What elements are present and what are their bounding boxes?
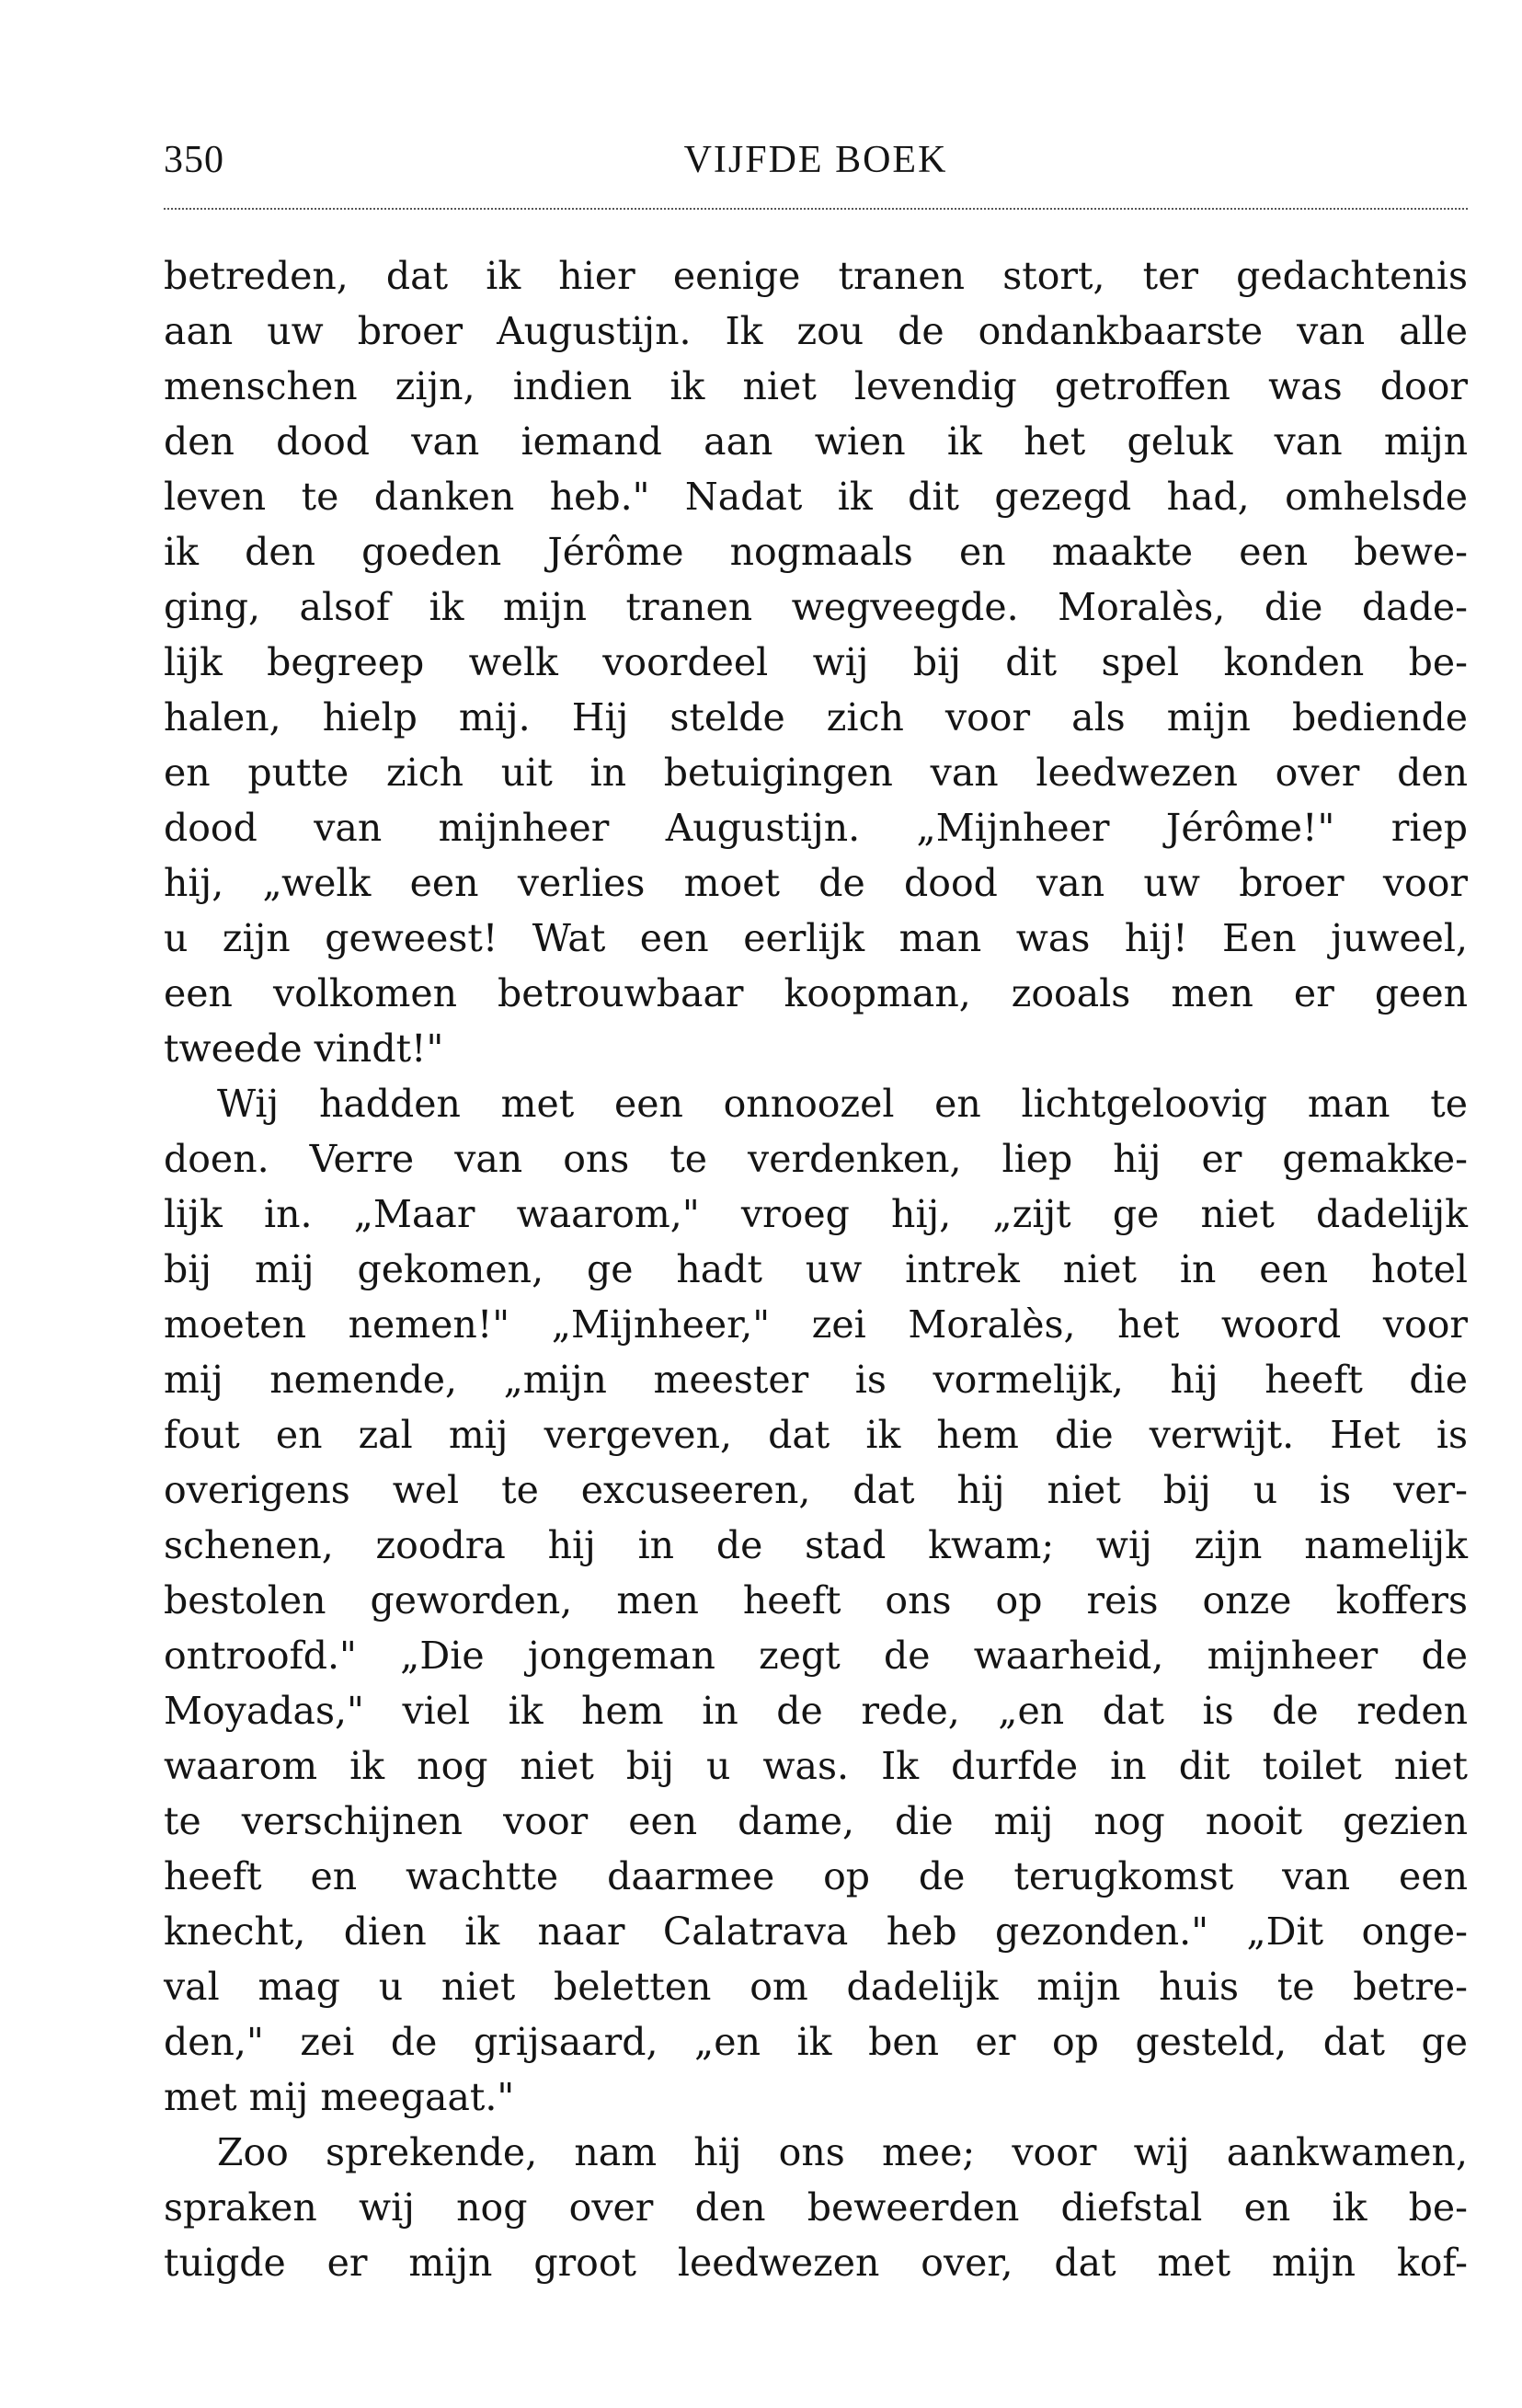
- text-line: leven te danken heb." Nadat ik dit gezegd had, omhelsde: [164, 475, 1468, 519]
- text-line: doen. Verre van ons te verdenken, liep hij er gemakke-: [164, 1137, 1468, 1181]
- text-line: moeten nemen!" „Mijnheer," zei Moralès, het woord voor: [164, 1302, 1468, 1347]
- text-line: hij, „welk een verlies moet de dood van uw broer voor: [164, 861, 1468, 905]
- text-line: dood van mijnheer Augustijn. „Mijnheer Jérôme!" riep: [164, 806, 1468, 850]
- text-line: overigens wel te excuseeren, dat hij niet bij u is ver-: [164, 1468, 1468, 1512]
- text-line: u zijn geweest! Wat een eerlijk man was hij! Een juweel,: [164, 916, 1468, 960]
- text-line: lijk in. „Maar waarom," vroeg hij, „zijt ge niet dadelijk: [164, 1192, 1468, 1236]
- page-number: 350: [164, 139, 224, 181]
- text-line: fout en zal mij vergeven, dat ik hem die verwijt. Het is: [164, 1413, 1468, 1457]
- chapter-title: VIJFDE BOEK: [683, 139, 948, 181]
- text-line: den dood van iemand aan wien ik het geluk van mijn: [164, 419, 1468, 464]
- text-line: ik den goeden Jérôme nogmaals en maakte een bewe-: [164, 530, 1468, 574]
- text-line: bestolen geworden, men heeft ons op reis onze koffers: [164, 1578, 1468, 1623]
- text-line: den," zei de grijsaard, „en ik ben er op gesteld, dat ge: [164, 2020, 1468, 2064]
- text-line: knecht, dien ik naar Calatrava heb gezonden." „Dit onge-: [164, 1909, 1468, 1954]
- text-line: tweede vindt!": [164, 1026, 444, 1071]
- text-line: halen, hielp mij. Hij stelde zich voor als mijn bediende: [164, 695, 1468, 740]
- text-line: betreden, dat ik hier eenige tranen stort, ter gedachtenis: [164, 254, 1468, 298]
- text-line: te verschijnen voor een dame, die mij nog nooit gezien: [164, 1799, 1468, 1843]
- text-line: ontroofd." „Die jongeman zegt de waarheid, mijnheer de: [164, 1634, 1468, 1678]
- text-line: tuigde er mijn groot leedwezen over, dat met mijn kof-: [164, 2241, 1468, 2285]
- text-line: Zoo sprekende, nam hij ons mee; voor wij aankwamen,: [217, 2130, 1468, 2174]
- header-dotted-rule: [164, 208, 1468, 210]
- text-line: ging, alsof ik mijn tranen wegveegde. Moralès, die dade-: [164, 585, 1468, 629]
- text-line: waarom ik nog niet bij u was. Ik durfde in dit toilet niet: [164, 1744, 1468, 1788]
- text-line: heeft en wachtte daarmee op de terugkomst van een: [164, 1854, 1468, 1898]
- running-head: [164, 129, 1468, 184]
- text-line: met mij meegaat.": [164, 2075, 515, 2119]
- text-line: een volkomen betrouwbaar koopman, zooals men er geen: [164, 971, 1468, 1015]
- text-line: val mag u niet beletten om dadelijk mijn huis te betre-: [164, 1965, 1468, 2009]
- text-line: aan uw broer Augustijn. Ik zou de ondankbaarste van alle: [164, 309, 1468, 353]
- text-line: menschen zijn, indien ik niet levendig getroffen was door: [164, 364, 1468, 408]
- text-line: lijk begreep welk voordeel wij bij dit spel konden be-: [164, 640, 1468, 684]
- text-line: spraken wij nog over den beweerden diefstal en ik be-: [164, 2185, 1468, 2230]
- body-text: [164, 248, 1468, 2290]
- text-line: mij nemende, „mijn meester is vormelijk, hij heeft die: [164, 1358, 1468, 1402]
- text-line: schenen, zoodra hij in de stad kwam; wij zijn namelijk: [164, 1523, 1468, 1567]
- text-line: Moyadas," viel ik hem in de rede, „en dat is de reden: [164, 1689, 1468, 1733]
- text-line: en putte zich uit in betuigingen van leedwezen over den: [164, 751, 1468, 795]
- book-page: [164, 129, 1468, 2285]
- text-line: Wij hadden met een onnoozel en lichtgeloovig man te: [217, 1082, 1468, 1126]
- text-line: bij mij gekomen, ge hadt uw intrek niet in een hotel: [164, 1247, 1468, 1291]
